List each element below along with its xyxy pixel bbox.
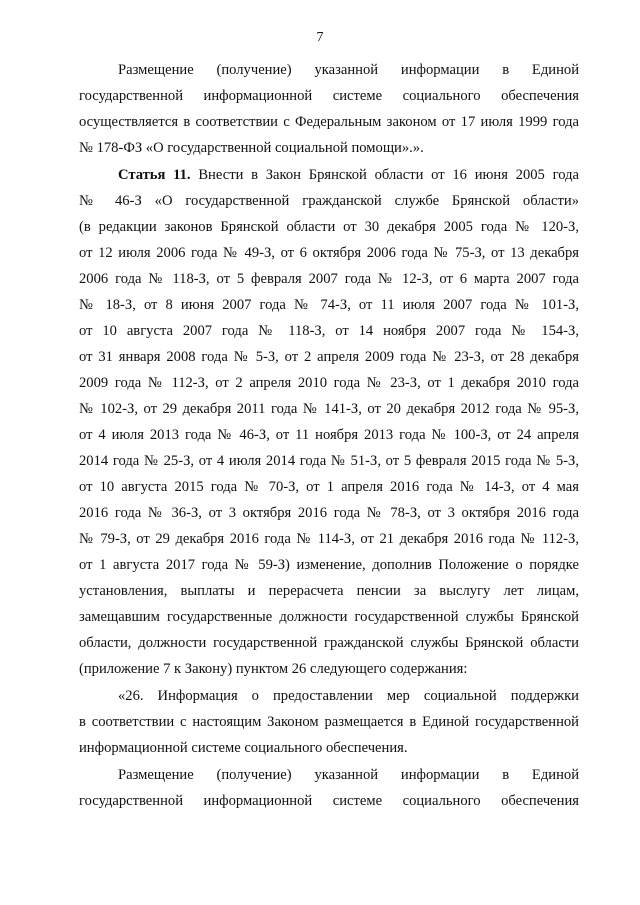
article-11-line-9: 2009 года № 112-З, от 2 апреля 2010 года № 23-З, от 1 декабря 2010 года [79, 375, 579, 391]
article-11-line-19: области, должности государственной гражданской службы Брянской области [79, 635, 579, 651]
article-11-line-10: № 102-З, от 29 декабря 2011 года № 141-З, от 20 декабря 2012 года № 95-З, [79, 401, 579, 417]
article-11-line-1 [118, 165, 579, 185]
paragraph-1-line-1: Размещение (получение) указанной информации в Единой [118, 62, 579, 78]
article-11-first-text: Внести в Закон Брянской области от 16 июня 2005 года [198, 167, 579, 183]
article-11-line-13: от 10 августа 2015 года № 70-З, от 1 апреля 2016 года № 14-З, от 4 мая [79, 479, 579, 495]
paragraph-1-line-2: государственной информационной системе социального обеспечения [79, 88, 579, 104]
article-11-line-3: (в редакции законов Брянской области от 30 декабря 2005 года № 120-З, [79, 219, 579, 235]
article-11-line-18: замещавшим государственные должности государственной службы Брянской [79, 609, 579, 625]
article-11-line-12: 2014 года № 25-З, от 4 июля 2014 года № 51-З, от 5 февраля 2015 года № 5-З, [79, 453, 579, 469]
article-11-line-14: 2016 года № 36-З, от 3 октября 2016 года № 78-З, от 3 октября 2016 года [79, 505, 579, 521]
paragraph-4-line-1: Размещение (получение) указанной информации в Единой [118, 767, 579, 783]
article-11-label: Статья 11. [118, 167, 191, 183]
article-11-line-5: 2006 года № 118-З, от 5 февраля 2007 года № 12-З, от 6 марта 2007 года [79, 271, 579, 287]
clause-26-line-1: «26. Информация о предоставлении мер социальной поддержки [118, 688, 579, 704]
article-11-line-20: (приложение 7 к Закону) пунктом 26 следующего содержания: [79, 661, 468, 677]
article-11-line-16: от 1 августа 2017 года № 59-З) изменение, дополнив Положение о порядке [79, 557, 579, 573]
paragraph-1-line-3: осуществляется в соответствии с Федеральным законом от 17 июля 1999 года [79, 114, 579, 130]
clause-26-line-2: в соответствии с настоящим Законом размещается в Единой государственной [79, 714, 579, 730]
paragraph-4-line-2: государственной информационной системе социального обеспечения [79, 793, 579, 809]
article-11-line-7: от 10 августа 2007 года № 118-З, от 14 ноября 2007 года № 154-З, [79, 323, 579, 339]
clause-26-line-3: информационной системе социального обеспечения. [79, 740, 408, 756]
article-11-line-4: от 12 июля 2006 года № 49-З, от 6 октября 2006 года № 75-З, от 13 декабря [79, 245, 579, 261]
article-11-line-6: № 18-З, от 8 июня 2007 года № 74-З, от 11 июля 2007 года № 101-З, [79, 297, 579, 313]
article-11-line-17: установления, выплаты и перерасчета пенсии за выслугу лет лицам, [79, 583, 579, 599]
article-11-line-11: от 4 июля 2013 года № 46-З, от 11 ноября 2013 года № 100-З, от 24 апреля [79, 427, 579, 443]
article-11-line-2: № 46-З «О государственной гражданской службе Брянской области» [79, 193, 579, 209]
paragraph-1-line-4: № 178-ФЗ «О государственной социальной помощи».». [79, 140, 424, 156]
article-11-line-8: от 31 января 2008 года № 5-З, от 2 апреля 2009 года № 23-З, от 28 декабря [79, 349, 579, 365]
article-11-line-15: № 79-З, от 29 декабря 2016 года № 114-З, от 21 декабря 2016 года № 112-З, [79, 531, 579, 547]
page-number: 7 [316, 30, 324, 45]
